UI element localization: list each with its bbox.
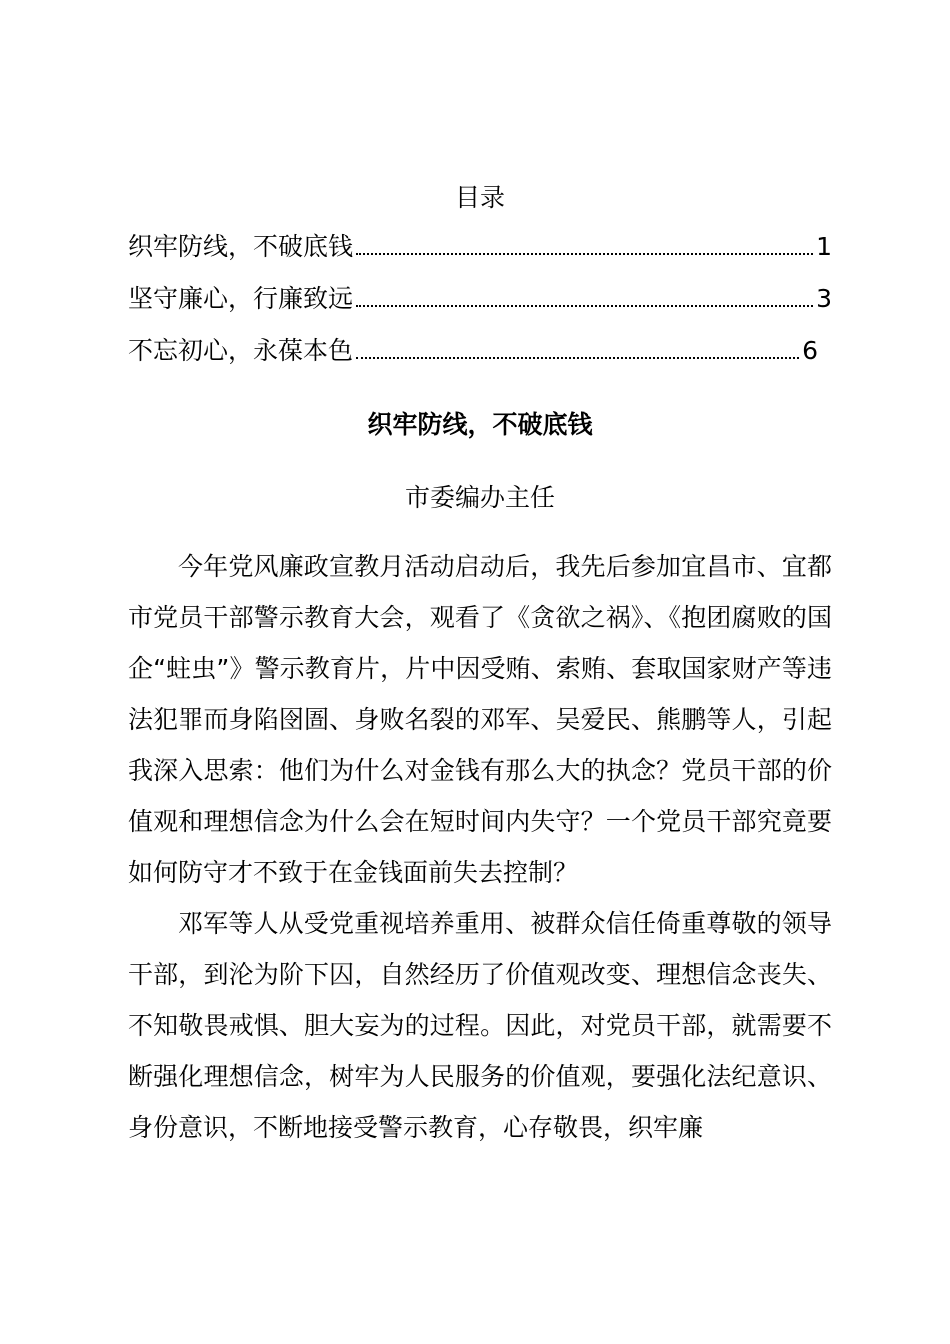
- article-body: [128, 541, 832, 1153]
- toc-dot-leader: [356, 304, 813, 307]
- body-paragraph: 邓军等人从受党重视培养重用、被群众信任倚重尊敬的领导干部，到沦为阶下囚，自然经历了价值观改变、理想信念丧失、不知敬畏戒惧、胆大妄为的过程。因此，对党员干部，就需要不断强化理想信念，树牢为人民服务的价值观，要强化法纪意识、身份意识，不断地接受警示教育，心存敬畏，织牢廉: [128, 909, 832, 1142]
- toc-entry-label: 坚守廉心，行廉致远: [128, 284, 354, 313]
- toc-entry[interactable]: [128, 227, 832, 279]
- toc-entry-label: 织牢防线，不破底钱: [128, 232, 354, 261]
- toc-dot-leader: [356, 356, 799, 359]
- toc-entry[interactable]: [128, 279, 832, 331]
- article-author: 市委编办主任: [404, 483, 555, 512]
- article-title: 织牢防线，不破底钱: [367, 410, 593, 439]
- toc-entry-page: 1: [816, 232, 832, 261]
- toc-entry-label: 不忘初心，永葆本色: [128, 336, 354, 365]
- toc-entry-page: 6: [802, 336, 818, 365]
- body-paragraph: 今年党风廉政宣教月活动启动后，我先后参加宜昌市、宜都市党员干部警示教育大会，观看了《贪欲之祸》、《抱团腐败的国企“蛀虫”》警示教育片，片中因受贿、索贿、套取国家财产等违法犯罪而身陷囹圄、身败名裂的邓军、吴爱民、熊鹏等人，引起我深入思索：他们为什么对金钱有那么大的执念？党员干部的价值观和理想信念为什么会在短时间内失守？一个党员干部究竟要如何防守才不致于在金钱面前失去控制？: [128, 552, 832, 887]
- toc-entry-page: 3: [816, 284, 832, 313]
- table-of-contents: [128, 227, 832, 383]
- toc-entry[interactable]: [128, 331, 818, 383]
- toc-title: 目录: [454, 183, 505, 212]
- toc-dot-leader: [356, 252, 813, 255]
